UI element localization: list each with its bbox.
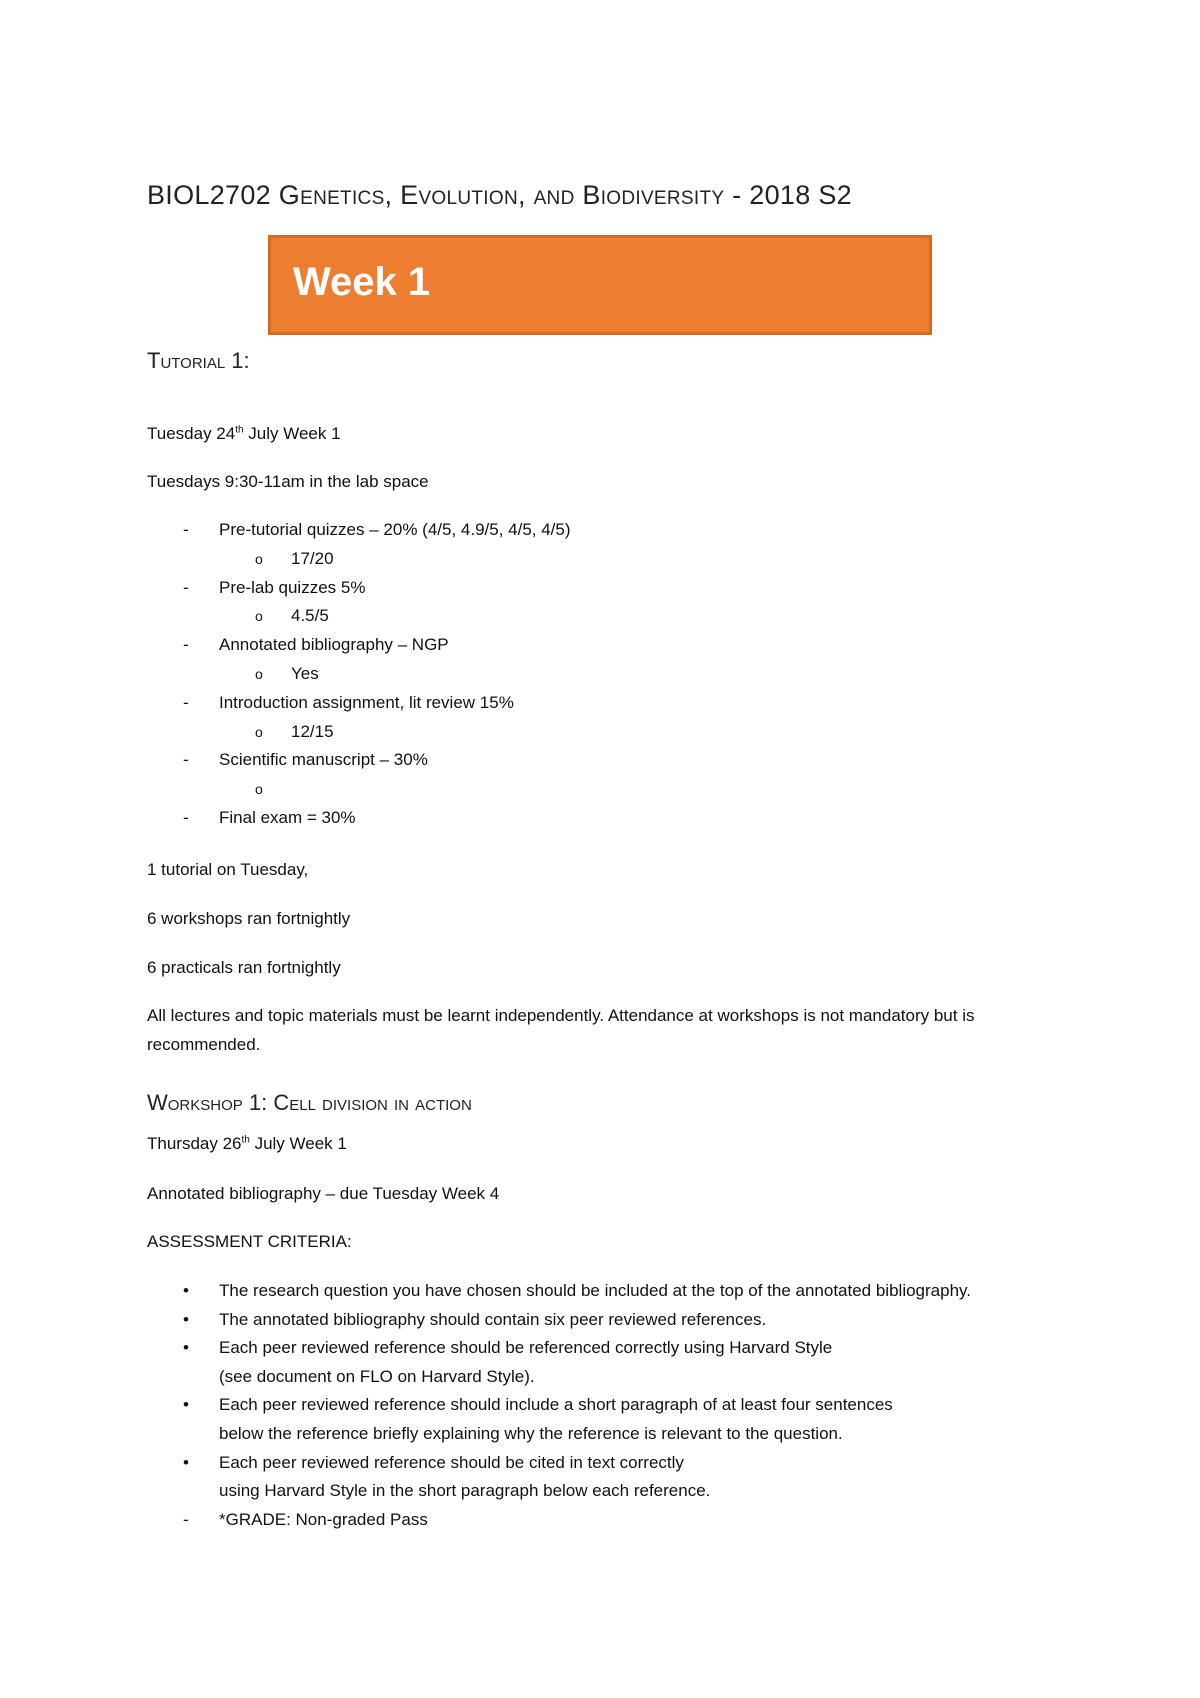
list-item-text: Pre-lab quizzes 5% [219, 577, 366, 597]
list-marker: • [183, 1452, 189, 1472]
bibliography-due: Annotated bibliography – due Tuesday Week 4 [147, 1184, 500, 1203]
list-marker: - [183, 520, 189, 539]
week-label: Week 1 [293, 260, 431, 304]
list-item-text: Final exam = 30% [219, 808, 356, 827]
list-item-text: 12/15 [291, 721, 334, 741]
list-item-text: (see document on FLO on Harvard Style). [219, 1366, 535, 1386]
list-marker: • [183, 1338, 189, 1358]
list-item-text: 17/20 [291, 548, 334, 568]
independent-note: All lectures and topic materials must be learnt independently. Attendance at workshops is not mandatory but is recommended. [147, 1006, 975, 1054]
list-marker: o [255, 550, 263, 567]
workshop-heading: Workshop 1: Cell division in action [147, 1090, 472, 1115]
tutorial-heading: Tutorial 1: [147, 348, 250, 373]
list-marker: - [183, 692, 189, 712]
list-item-text: Each peer reviewed reference should include a short paragraph of at least four sentences [219, 1395, 893, 1415]
list-marker: - [183, 1509, 189, 1529]
list-item-text: 4.5/5 [291, 606, 329, 626]
list-marker: o [255, 608, 263, 625]
list-item-text: below the reference briefly explaining why the reference is relevant to the question. [219, 1424, 843, 1443]
list-marker: - [183, 577, 189, 597]
list-marker: - [183, 635, 189, 655]
note-practicals: 6 practicals ran fortnightly [147, 958, 341, 977]
workshop-date: Thursday 26th July Week 1 [147, 1134, 347, 1153]
list-item-text: The annotated bibliography should contain six peer reviewed references. [219, 1309, 767, 1329]
list-marker: • [183, 1281, 189, 1300]
criteria-heading: ASSESSMENT CRITERIA: [147, 1232, 352, 1251]
list-item-text: The research question you have chosen should be included at the top of the annotated bibliography. [219, 1281, 971, 1300]
list-marker: - [183, 808, 189, 827]
note-tutorial: 1 tutorial on Tuesday, [147, 860, 309, 879]
list-marker: • [183, 1395, 189, 1415]
list-item-text: using Harvard Style in the short paragraph below each reference. [219, 1481, 711, 1501]
list-item-text: Annotated bibliography – NGP [219, 635, 449, 655]
list-item-text: Each peer reviewed reference should be cited in text correctly [219, 1452, 684, 1472]
list-item-text: Introduction assignment, lit review 15% [219, 692, 514, 712]
list-item-text: Each peer reviewed reference should be referenced correctly using Harvard Style [219, 1338, 833, 1358]
list-item-text: Yes [291, 664, 319, 683]
list-item-text: Pre-tutorial quizzes – 20% (4/5, 4.9/5, 4/5, 4/5) [219, 520, 571, 539]
list-marker: • [183, 1309, 189, 1329]
list-marker: o [255, 723, 263, 740]
list-item-text: *GRADE: Non-graded Pass [219, 1509, 428, 1529]
list-marker: - [183, 750, 189, 770]
list-marker: o [255, 666, 263, 682]
list-item-text: Scientific manuscript – 30% [219, 750, 428, 770]
list-marker: o [255, 781, 263, 798]
tutorial-time: Tuesdays 9:30-11am in the lab space [147, 472, 429, 491]
document-title: BIOL2702 Genetics, Evolution, and Biodiversity - 2018 S2 [147, 180, 852, 210]
week-banner [268, 235, 932, 335]
note-workshops: 6 workshops ran fortnightly [147, 909, 351, 928]
tutorial-date: Tuesday 24th July Week 1 [147, 424, 341, 443]
